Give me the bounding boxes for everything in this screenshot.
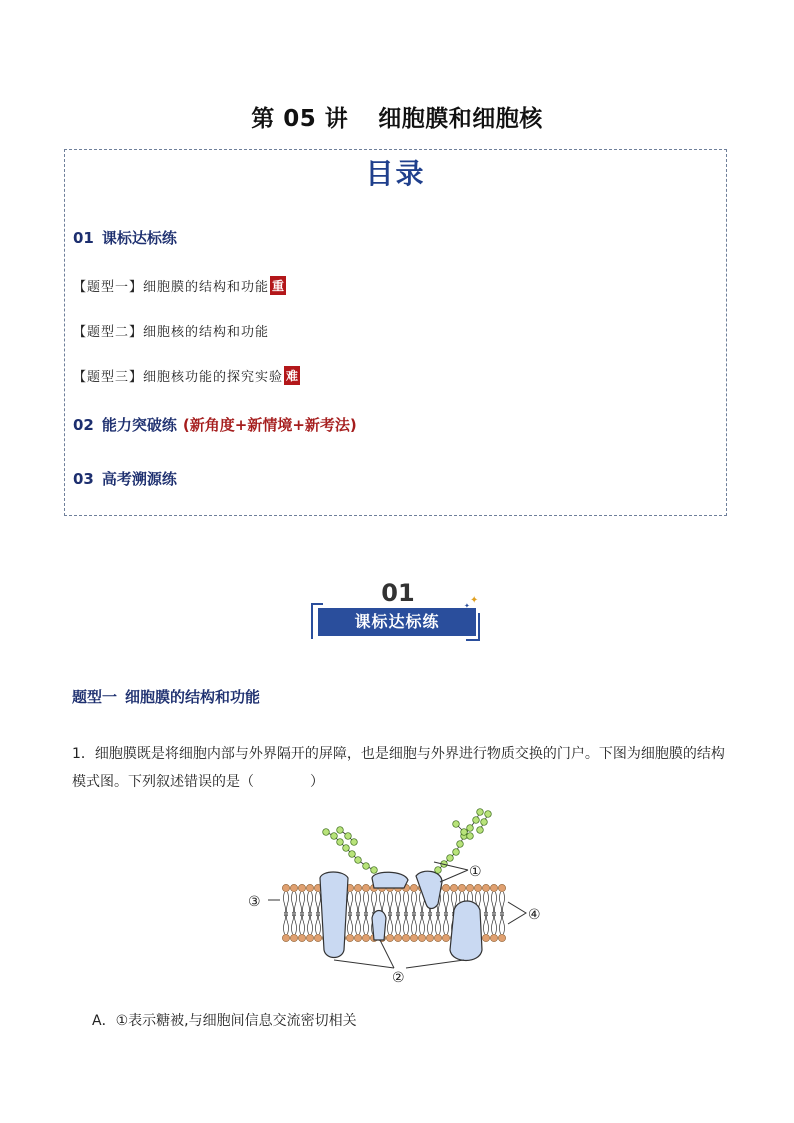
sugar-unit bbox=[453, 821, 460, 828]
lipid-tail bbox=[500, 892, 505, 916]
lecture-number: 第 05 讲 bbox=[251, 106, 349, 132]
lipid-head bbox=[362, 884, 369, 891]
lipid-head bbox=[290, 934, 297, 941]
lipid-head bbox=[290, 884, 297, 891]
lipid-head bbox=[298, 884, 305, 891]
sugar-unit bbox=[331, 833, 338, 840]
lecture-topic: 细胞膜和细胞核 bbox=[378, 106, 543, 132]
toc-section-num: 03 bbox=[73, 470, 94, 488]
lipid-head bbox=[450, 884, 457, 891]
protein-surface-top bbox=[372, 872, 408, 888]
lipid-tail bbox=[444, 912, 449, 934]
lipid-head bbox=[386, 934, 393, 941]
banner-bracket bbox=[311, 603, 323, 605]
sugar-unit bbox=[457, 841, 464, 848]
lipid-tail bbox=[356, 892, 361, 916]
label-3: ③ bbox=[248, 894, 261, 910]
question-stem: 1．细胞膜既是将细胞内部与外界隔开的屏障，也是细胞与外界进行物质交换的门户。下图为细胞膜的结构模式图。下列叙述错误的是（ ） bbox=[72, 746, 725, 790]
glycocalyx-chains bbox=[323, 809, 492, 874]
toc-item-label: 【题型三】细胞核功能的探究实验 bbox=[73, 370, 284, 385]
lipid-head bbox=[306, 934, 313, 941]
sugar-unit bbox=[481, 819, 488, 826]
lipid-tail bbox=[396, 892, 401, 916]
sugar-unit bbox=[461, 829, 468, 836]
lipid-tail bbox=[300, 892, 305, 916]
lipid-head bbox=[410, 884, 417, 891]
lipid-head bbox=[306, 884, 313, 891]
lipid-tail bbox=[500, 912, 505, 934]
lipid-head bbox=[362, 934, 369, 941]
lipid-tail bbox=[316, 892, 321, 916]
lipid-tail bbox=[284, 912, 289, 934]
question-type-topic: 细胞膜的结构和功能 bbox=[125, 688, 261, 706]
lipid-tail bbox=[492, 892, 497, 916]
toc-item-label: 【题型二】细胞核的结构和功能 bbox=[73, 325, 270, 340]
lipid-tail bbox=[300, 912, 305, 934]
lipid-tail bbox=[284, 892, 289, 916]
lipid-tail bbox=[348, 892, 353, 916]
lipid-tail bbox=[308, 912, 313, 934]
sugar-unit bbox=[485, 811, 492, 818]
label-1: ① bbox=[469, 864, 482, 880]
lipid-head bbox=[490, 884, 497, 891]
lipid-tail bbox=[388, 892, 393, 916]
lipid-tail bbox=[436, 912, 441, 934]
membrane-proteins bbox=[320, 871, 482, 960]
lipid-tail bbox=[388, 912, 393, 934]
lipid-tail bbox=[364, 892, 369, 916]
lipid-head bbox=[442, 884, 449, 891]
lipid-tail bbox=[412, 892, 417, 916]
lipid-tail bbox=[412, 912, 417, 934]
lipid-head bbox=[298, 934, 305, 941]
lipid-tail bbox=[404, 892, 409, 916]
lipid-head bbox=[282, 934, 289, 941]
lipid-head bbox=[418, 934, 425, 941]
lipid-tail bbox=[364, 912, 369, 934]
lipid-head bbox=[402, 934, 409, 941]
lipid-tail bbox=[292, 892, 297, 916]
toc-section-label: 课标达标练 bbox=[101, 229, 177, 247]
cell-membrane-diagram bbox=[244, 800, 554, 990]
page-title bbox=[0, 100, 794, 133]
lipid-tail bbox=[356, 912, 361, 934]
sugar-unit bbox=[351, 839, 358, 846]
section-banner bbox=[308, 575, 488, 650]
lipid-head bbox=[314, 934, 321, 941]
key-point-badge: 重 bbox=[270, 276, 286, 295]
sugar-unit bbox=[343, 845, 350, 852]
lipid-head bbox=[354, 884, 361, 891]
toc-item-type-2[interactable] bbox=[73, 321, 269, 340]
sugar-unit bbox=[337, 827, 344, 834]
lipid-tail bbox=[484, 912, 489, 934]
lipid-tail bbox=[308, 892, 313, 916]
lipid-head bbox=[482, 934, 489, 941]
sugar-unit bbox=[473, 817, 480, 824]
lipid-tail bbox=[348, 912, 353, 934]
lipid-tail bbox=[444, 892, 449, 916]
protein-transmembrane-right bbox=[450, 901, 482, 961]
sugar-unit bbox=[349, 851, 356, 858]
toc-section-03[interactable] bbox=[73, 468, 177, 489]
toc-box bbox=[64, 149, 727, 516]
sugar-unit bbox=[447, 855, 454, 862]
sugar-unit bbox=[323, 829, 330, 836]
label-2: ② bbox=[392, 970, 405, 986]
toc-section-label: 能力突破练 bbox=[101, 416, 177, 434]
lipid-head bbox=[426, 934, 433, 941]
toc-item-type-1[interactable] bbox=[73, 276, 286, 295]
toc-section-02[interactable] bbox=[73, 414, 357, 435]
protein-embedded-small bbox=[372, 911, 386, 941]
lipid-head bbox=[482, 884, 489, 891]
sugar-unit bbox=[371, 867, 378, 874]
question-type-label: 题型一 bbox=[72, 688, 118, 706]
sparkle-icon: ✦ bbox=[464, 602, 470, 610]
lipid-tail bbox=[292, 912, 297, 934]
sugar-unit bbox=[477, 809, 484, 816]
lipid-head bbox=[282, 884, 289, 891]
banner-bracket bbox=[478, 613, 480, 641]
lipid-tail bbox=[396, 912, 401, 934]
lipid-head bbox=[458, 884, 465, 891]
lipid-head bbox=[498, 884, 505, 891]
lipid-tail bbox=[484, 892, 489, 916]
lipid-head bbox=[490, 934, 497, 941]
sugar-unit bbox=[435, 867, 442, 874]
sugar-unit bbox=[467, 833, 474, 840]
sugar-unit bbox=[467, 825, 474, 832]
lipid-head bbox=[474, 884, 481, 891]
lipid-tail bbox=[428, 912, 433, 934]
toc-item-type-3[interactable] bbox=[73, 366, 300, 385]
banner-label: 课标达标练 bbox=[318, 608, 476, 636]
lipid-tail bbox=[316, 912, 321, 934]
toc-section-num: 01 bbox=[73, 229, 94, 247]
toc-item-label: 【题型一】细胞膜的结构和功能 bbox=[73, 280, 270, 295]
difficult-badge: 难 bbox=[284, 366, 300, 385]
sugar-unit bbox=[337, 839, 344, 846]
banner-bracket bbox=[466, 639, 480, 641]
label-4: ④ bbox=[528, 907, 541, 923]
lipid-head bbox=[442, 934, 449, 941]
banner-bracket bbox=[311, 603, 313, 639]
protein-transmembrane-left bbox=[320, 872, 348, 958]
lipid-tail bbox=[492, 912, 497, 934]
toc-section-label: 高考溯源练 bbox=[101, 470, 177, 488]
toc-section-01[interactable] bbox=[73, 227, 177, 248]
banner-number: 01 bbox=[381, 579, 415, 607]
lipid-head bbox=[498, 934, 505, 941]
lipid-tail bbox=[404, 912, 409, 934]
sugar-unit bbox=[453, 849, 460, 856]
question-type-heading bbox=[72, 686, 260, 707]
lipid-tail bbox=[420, 912, 425, 934]
sugar-unit bbox=[363, 863, 370, 870]
toc-section-num: 02 bbox=[73, 416, 94, 434]
lipid-head bbox=[434, 934, 441, 941]
option-a[interactable]: A．①表示糖被,与细胞间信息交流密切相关 bbox=[92, 1013, 357, 1029]
toc-section-extra: (新角度+新情境+新考法) bbox=[182, 416, 357, 434]
lipid-head bbox=[394, 934, 401, 941]
lipid-head bbox=[354, 934, 361, 941]
toc-heading: 目录 bbox=[365, 157, 426, 190]
sugar-unit bbox=[345, 833, 352, 840]
lipid-head bbox=[410, 934, 417, 941]
sugar-unit bbox=[477, 827, 484, 834]
sugar-unit bbox=[355, 857, 362, 864]
sparkle-icon: ✦ bbox=[470, 595, 479, 606]
lipid-head bbox=[466, 884, 473, 891]
lipid-head bbox=[346, 934, 353, 941]
